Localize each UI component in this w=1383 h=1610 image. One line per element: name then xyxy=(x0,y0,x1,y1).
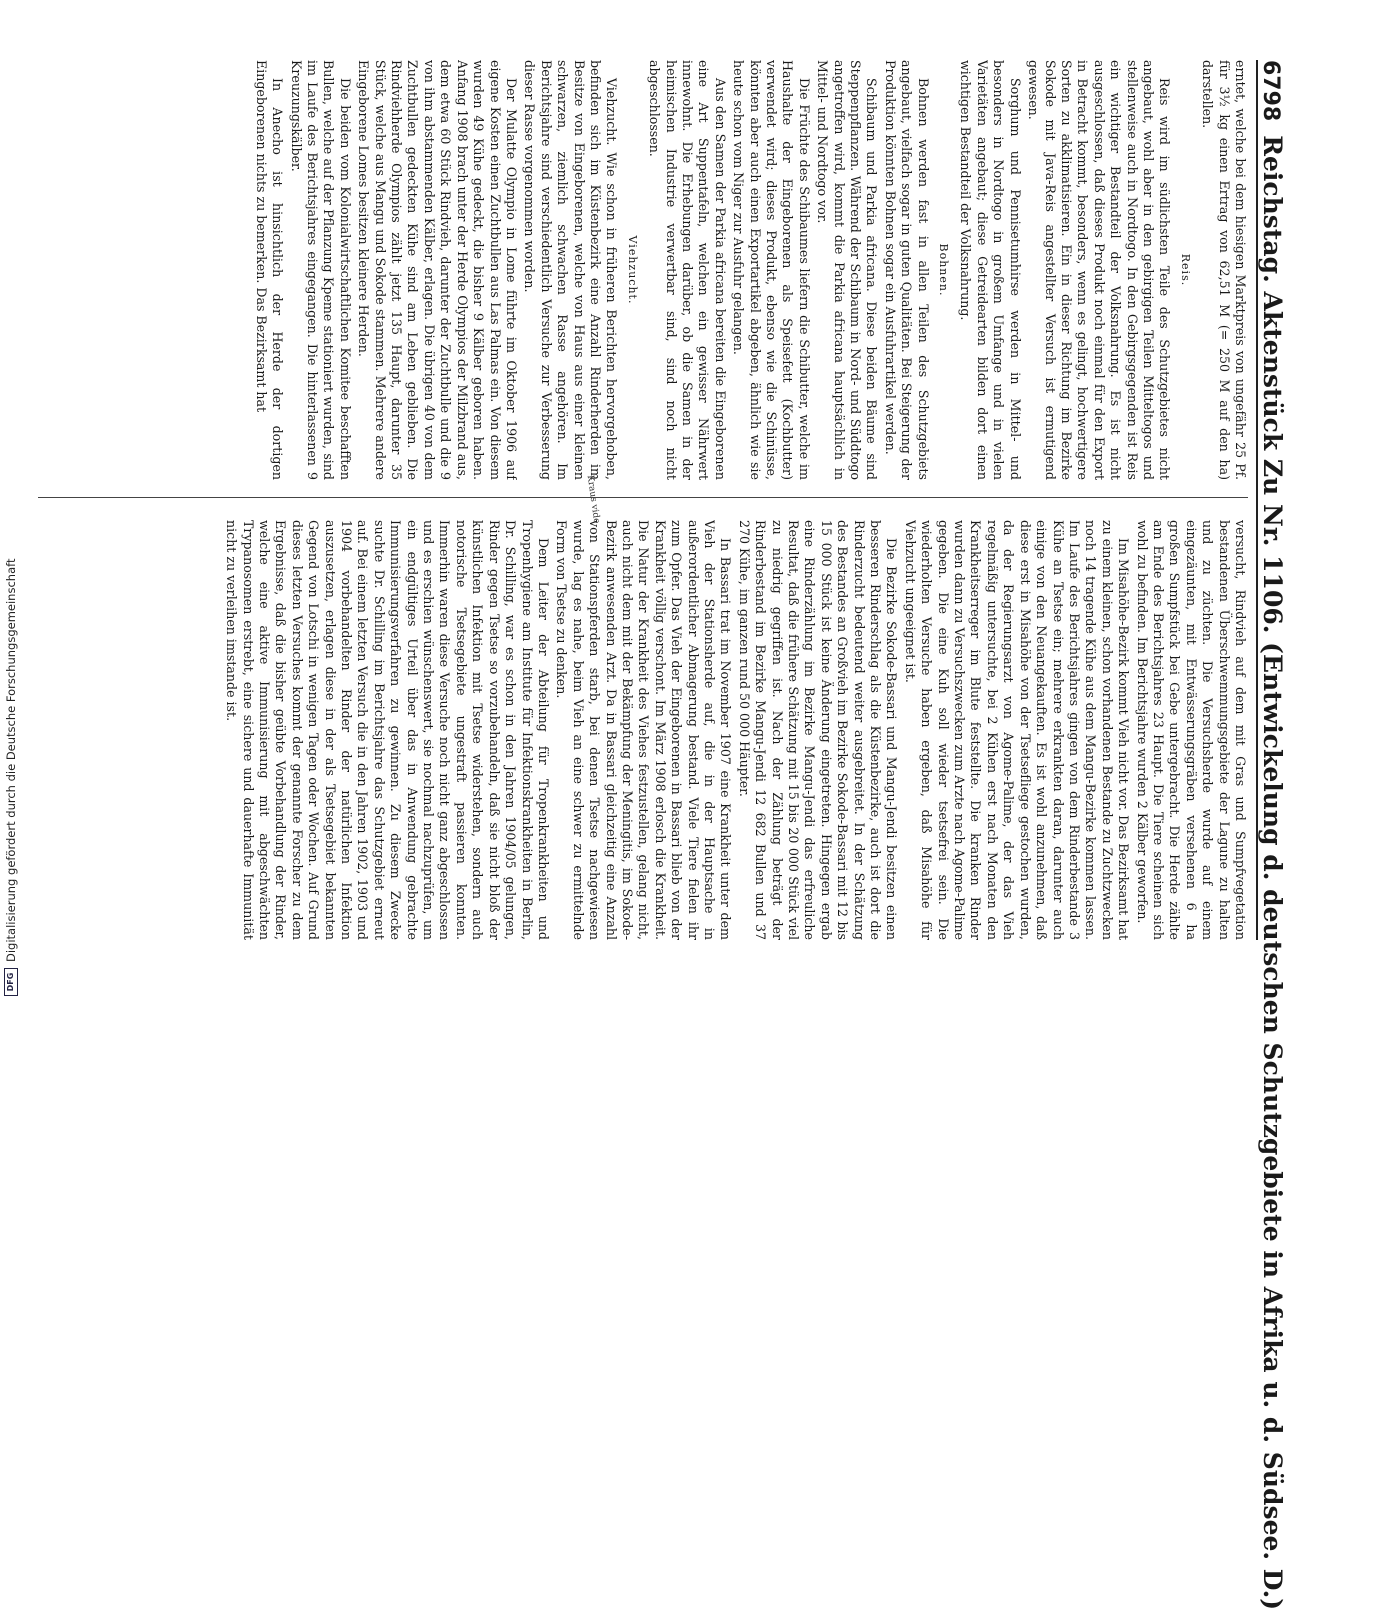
page-header xyxy=(1256,60,1298,1610)
section-heading-bohnen: Bohnen. xyxy=(937,243,951,297)
section-heading-reis: Reis. xyxy=(1178,253,1192,287)
paragraph: Dem Leiter der Abteilung für Tropenkrankheiten und Tropenhygiene am Institute für Infektionskrankheiten in Berlin, Dr. Schilling, war es schon in den Jahren 1904/05 gelungen, Rinder gegen Tsetse so vorzubehandeln, daß sie nicht bloß der künstlichen Infektion mit Tsetse widerstehen, sondern auch notorische Tsetsegebiete ungestraft passieren konnten. Immerhin waren diese Versuche noch nicht ganz abgeschlossen und es erschien wünschenswert, sie nochmal nachzuprüfen, um ein endgültiges Urteil über das in Anwendung gebrachte Immunisierungsverfahren zu gewinnen. Zu diesem Zwecke suchte Dr. Schilling im Berichtsjahre das Schutzgebiet erneut auf. Bei einem letzten Versuch die in den Jahren 1902, 1903 und 1904 vorbehandelten Rinder der natürlichen Infektion auszusetzen, erlagen diese in der als Tsetsegebiet bekannten Gegend von Lotschi in wenigen Tagen oder Wochen. Auf Grund dieses letzten Versuches kommt der genannte Forscher zu dem Ergebnisse, daß die bisher geübte Vorbehandlung der Rinder, welche eine aktive Immunisierung mit abgeschwächten Trypanosomen erstrebt, eine sichere und dauerhafte Immunität nicht zu verleihen imstande ist. xyxy=(224,520,551,940)
section-heading-viehzucht: Viehzucht. xyxy=(625,235,639,305)
column-divider xyxy=(38,497,1248,498)
paragraph: Die Bezirke Sokode-Bassari und Mangu-Jendi besitzen einen besseren Rinderschlag als die Küstenbezirke, auch ist dort die Rinderzucht bedeutend weiter ausgebreitet. In der Schätzung des Bestandes an Großvieh im Bezirke Sokode-Bassari mit 12 bis 15 000 Stück ist keine Änderung eingetreten. Hingegen ergab eine Rinderzählung im Bezirke Mangu-Jendi das erfreuliche Resultat, daß die frühere Schätzung mit 15 bis 20 000 Stück viel zu niedrig gegriffen ist. Nach der Zählung beträgt der Rinderbestand im Bezirke Mangu-Jendi 12 682 Bullen und 37 270 Kühe, im ganzen rund 50 000 Häupter. xyxy=(736,520,900,940)
paragraph: Aus den Samen der Parkia africana bereiten die Eingeborenen eine Art Suppentafeln, welchen ein gewisser Nährwert innewohnt. Die Erhebungen darüber, ob die Samen in der heimischen Industrie verwertbar sind, sind noch nicht abgeschlossen. xyxy=(647,60,728,480)
paragraph: Schibaum und Parkia africana. Diese beiden Bäume sind Steppenpflanzen. Während der Schibaum in Nord- und Süddtogo angetroffen wird, kommt die Parkia africana hauptsächlich in Mittel- und Nordtogo vor. xyxy=(815,60,880,480)
paragraph: Die beiden vom Kolonialwirtschaftlichen Komitee beschafften Bullen, welche auf der Pflanzung Kpeme stationiert wurden, sind im Laufe des Berichtsjahres eingegangen. Die hinterlassenen 9 Kreuzungskälber. xyxy=(288,60,353,480)
left-column xyxy=(38,60,1248,480)
paragraph: Bohnen werden fast in allen Teilen des Schutzgebiets angebaut, vielfach sogar in guten Qualitäten. Bei Steigerung der Produktion könnten Bohnen sogar ein Ausfuhrartikel werden. xyxy=(882,60,931,480)
paragraph: Im Misahöhe-Bezirk kommt Vieh nicht vor. Das Bezirksamt hat zu einem kleinen, schon vorhandenen Bestande zu Zuchtzwecken noch 14 tragende Kühe aus dem Mangu-Bezirke kommen lassen. Im Laufe des Berichtsjahres gingen von dem Rinderbestande 3 Kühe an Tsetse ein; mehrere erkrankten daran, darunter auch einige von den Neuangekauften. Es ist wohl anzunehmen, daß diese erst in Misahöhe von der Tsetsefliege gestochen wurden, da der Regierungsarzt von Agome-Palime, der das Vieh regelmäßig untersuchte, bei 2 Kühen erst nach Monaten den Krankheitserreger im Blute feststellte. Die kranken Rinder wurden dann zu Versuchszwecken zum Arzte nach Agome-Palime gegeben. Die eine Kuh soll wieder tsetsefrei sein. Die wiederholten Versuche haben ergeben, daß Misahöhe für Viehzucht ungeeignet ist. xyxy=(902,520,1132,940)
page-number: 6798 xyxy=(1258,60,1283,122)
digitization-footer xyxy=(4,559,18,996)
paragraph: Reis wird im südlichsten Teile des Schutzgebietes nicht angebaut, wohl aber in den gebirgigen Teilen Mitteltogos und stellenweise auch in Nordtogo. In den Gebirgsgegenden ist Reis ein wichtiger Bestandteil der Volksnahrung. Es ist nicht ausgeschlossen, daß dieses Produkt noch einmal für den Export in Betracht kommt, besonders, wenn es gelingt, hochwertigere Sorten zu akklimatisieren. Ein in dieser Richtung im Bezirke Sokode mit Java-Reis angestellter Versuch ist ermutigend gewesen. xyxy=(1026,60,1173,480)
paragraph: Die Früchte des Schibaumes liefern die Schibutter, welche im Haushalte der Eingeborenen als Speisefett (Kochbutter) verwendet wird; dieses Produkt, ebenso wie die Schinüsse, könnten aber auch einen Exportartikel abgeben, ähnlich wie sie heute schon vom Niger zur Ausfuhr gelangen. xyxy=(731,60,812,480)
footer-text: Digitalisierung gefördert durch die Deutsche Forschungsgemeinschaft xyxy=(4,558,18,962)
paragraph: Viehzucht. Wie schon in früheren Berichten hervorgehoben, befinden sich im Küstenbezirk eine Anzahl Rinderherden im Besitze von Eingeborenen, welche von Haus aus einer kleinen schwarzen, ziemlich schwachen Rasse angehören. Im Berichtsjahre sind verschiedentlich Versuche zur Verbesserung dieser Rasse vorgenommen worden. xyxy=(522,60,620,480)
page-title: Reichstag. Aktenstück Zu Nr. 1106. (Entwickelung d. deutschen Schutzgebiete in Afrika u. d. Südsee. D.) xyxy=(1258,135,1287,1610)
dfg-logo: DFG xyxy=(4,968,18,996)
paragraph: versucht, Rindvieh auf dem mit Gras und Sumpfvegetation bestandenen Überschwemmungsgebiete der Lagune zu halten und zu züchten. Die Versuchsherde wurde auf einem eingezäunten, mit Entwässerungsgräben versehenen 6 ha großen Sumpfstück bei Gebe untergebracht. Die Herde zählte am Ende des Berichtsjahres 23 Haupt. Die Tiere scheinen sich wohl zu befinden. Im Berichtsjahre wurden 2 Kälber geworfen. xyxy=(1134,520,1248,940)
paragraph: erntet, welche bei dem hiesigen Marktpreis von ungefähr 25 Pf. für 3½ kg einen Ertrag von 62,51 M (= 250 M auf den ha) darstellen. xyxy=(1200,60,1248,480)
paragraph: Der Mulatte Olympio in Lome führte im Oktober 1906 auf eigene Kosten einen Zuchtbullen aus Las Palmas ein. Von diesem wurden 49 Kühe gedeckt, die bisher 9 Kälber geboren haben. Anfang 1908 brach unter der Herde Olympios der Milzbrand aus, dem etwa 60 Stück Rindvieh, darunter der Zuchtbulle und die 9 von ihm abstammenden Kälber, erlagen. Die übrigen 40 von dem Zuchtbullen gedeckten Kühe sind am Leben geblieben. Die Rindviehherde Olympios zählt jetzt 135 Haupt, darunter 35 Stück, welche aus Mangu und Sokode stammen. Mehrere andere Eingeborene Lomes besitzen kleinere Herden. xyxy=(356,60,519,480)
paragraph: In Anecho ist hinsichtlich der Herde der dortigen Eingeborenen nichts zu bemerken. Das Bezirksamt hat xyxy=(253,60,286,480)
paragraph: In Bassari trat im November 1907 eine Krankheit unter dem Vieh der Stationsherde auf, die in der Hauptsache in außerordentlicher Abmagerung bestand. Viele Tiere fielen ihr zum Opfer. Das Vieh der Eingeborenen in Bassari blieb von der Krankheit völlig verschont. Im März 1908 erlosch die Krankheit. Die Natur der Krankheit des Viehes festzustellen, gelang nicht, auch nicht dem mit der Bekämpfung der Meningitis, im Sokode-Bezirk anwesenden Arzt. Da in Bassari gleichzeitig eine Anzahl von Stationspferden starb, bei denen Tsetse nachgewiesen wurde, lag es nahe, beim Vieh an eine schwer zu ermittelnde Form von Tsetse zu denken. xyxy=(554,520,734,940)
paragraph: Sorghum und Pennisetumhirse werden in Mittel- und besonders in Nordtogo in großem Umfange und in vielen Varietäten angebaut; diese Getreidearten bilden dort einen wichtigen Bestandteil der Volksnahrung. xyxy=(958,60,1023,480)
margin-annotation: Kraus vide xyxy=(584,474,602,525)
right-column xyxy=(38,520,1248,940)
